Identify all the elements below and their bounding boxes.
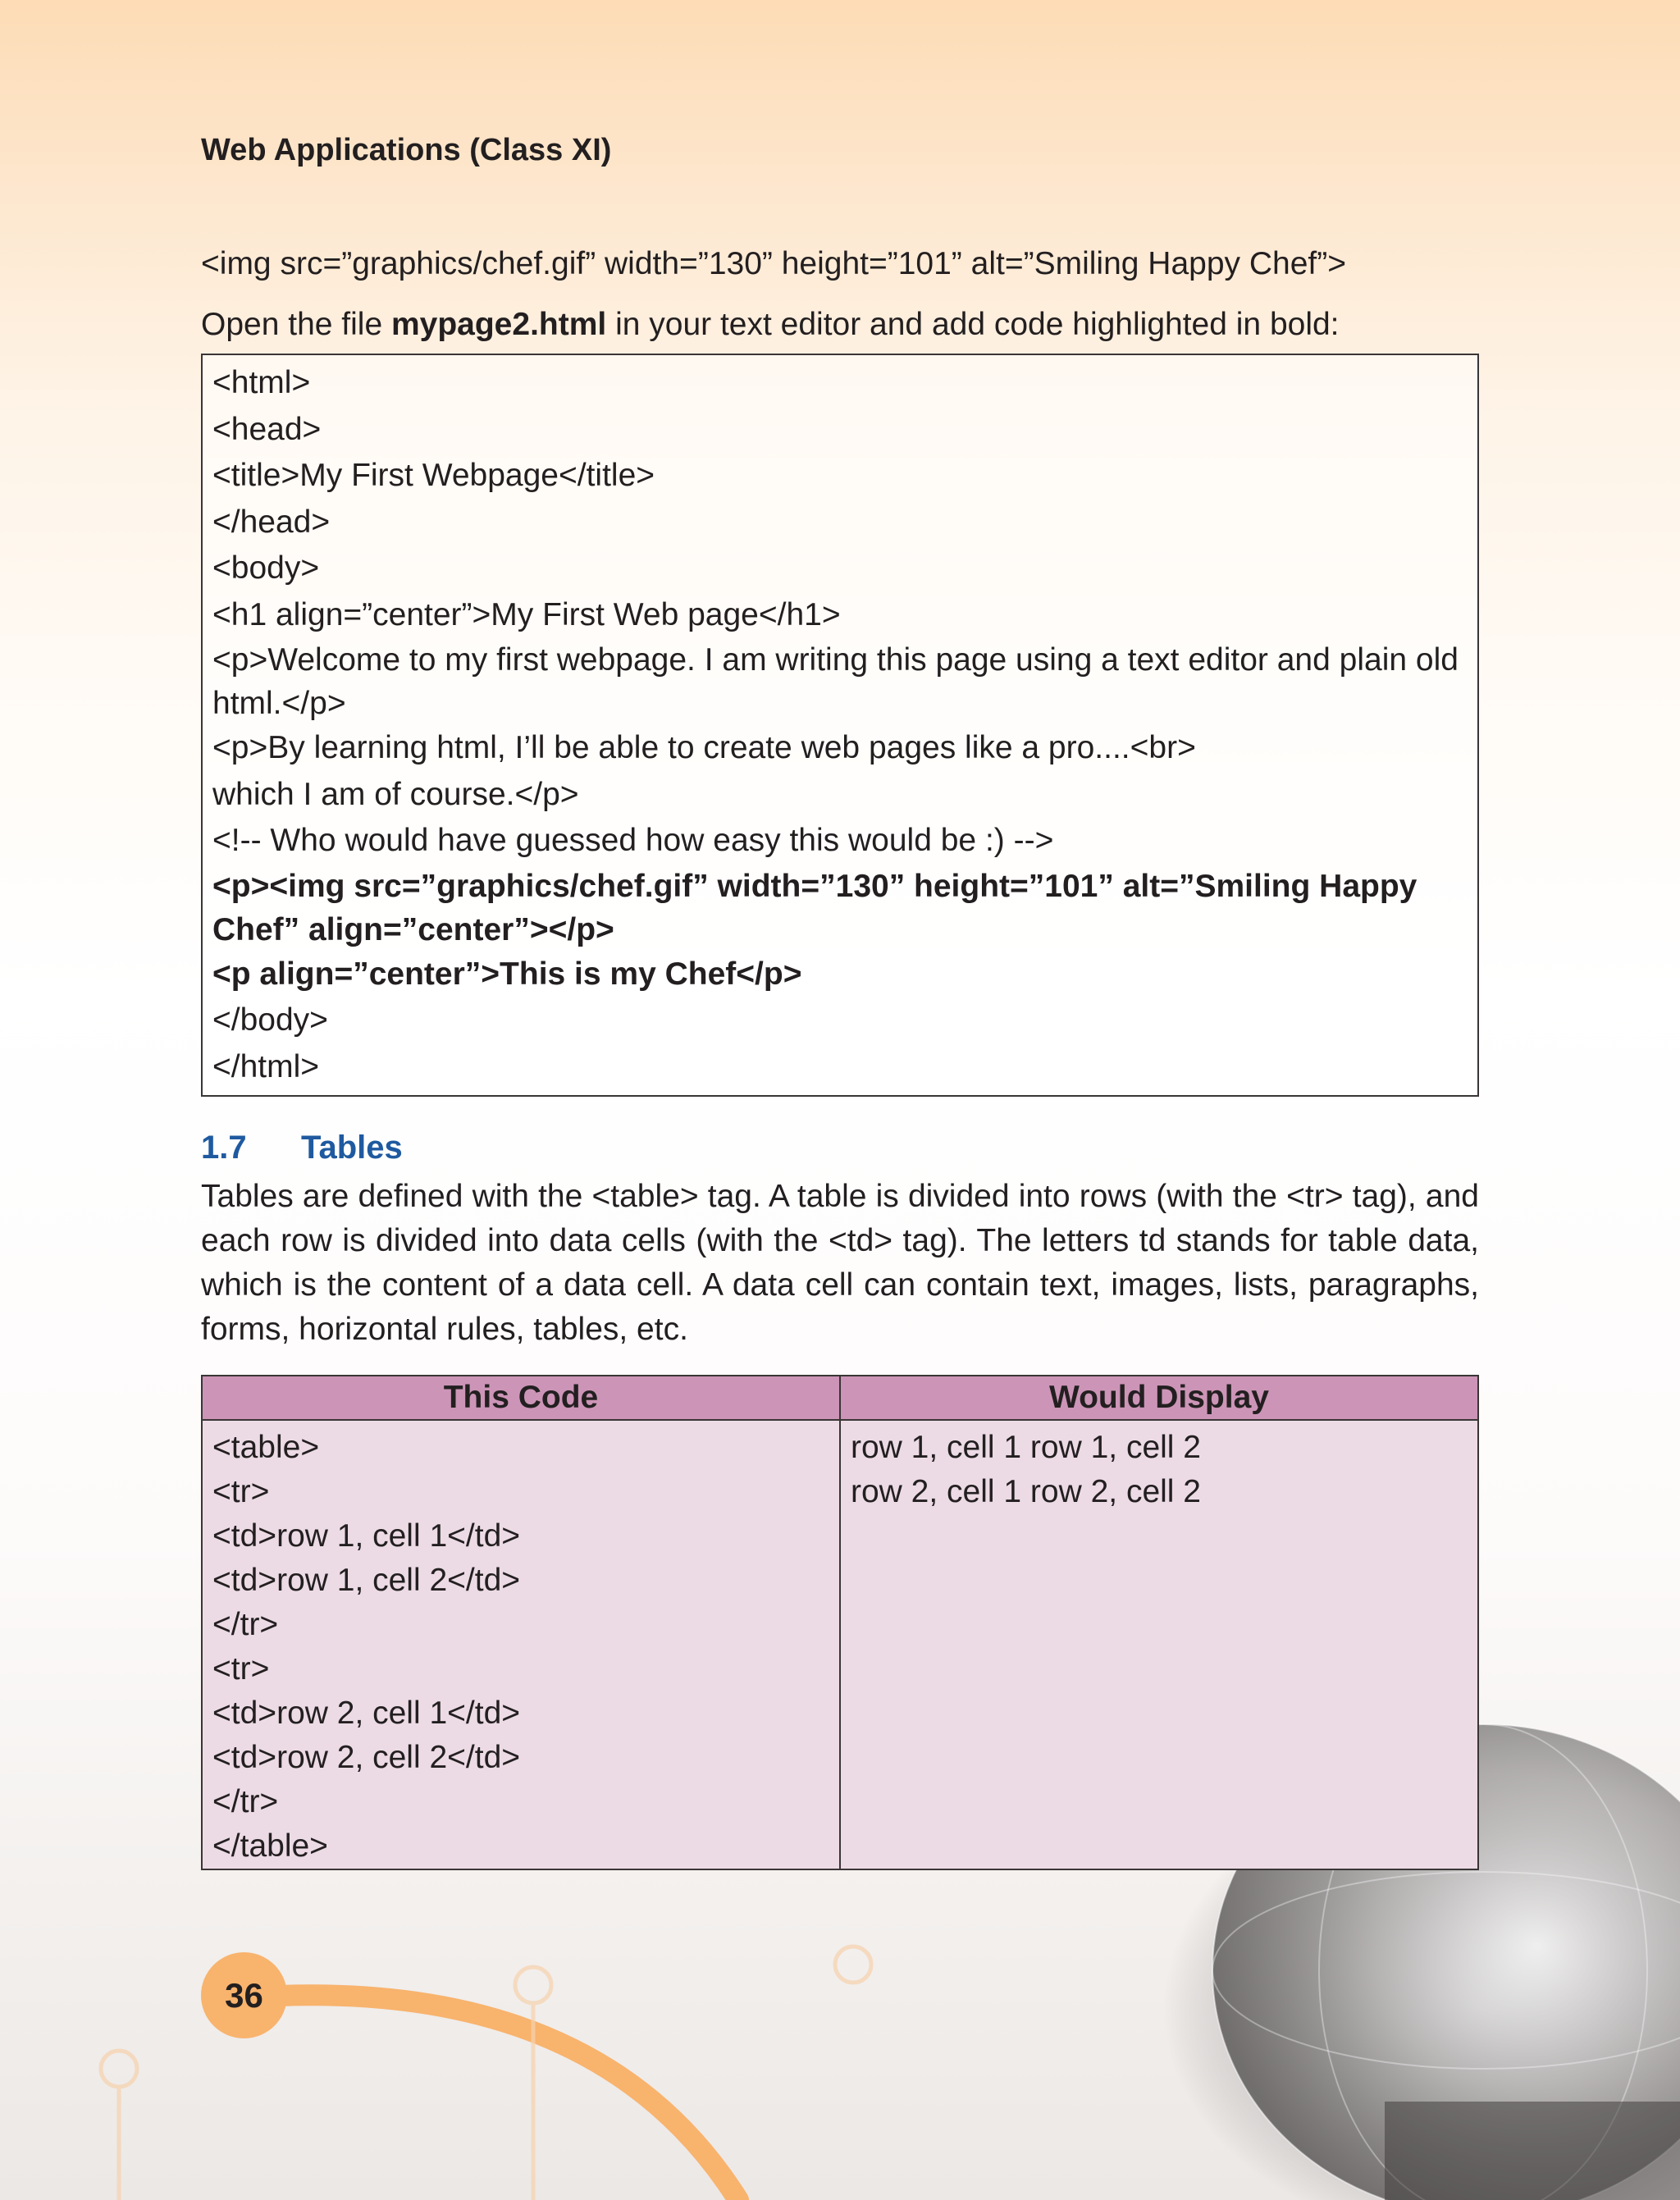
table-display-line: row 2, cell 1 row 2, cell 2 — [851, 1474, 1202, 1509]
code-line-highlighted: <p align=”center”>This is my Chef</p> — [212, 956, 802, 992]
code-line: <h1 align=”center”>My First Web page</h1> — [212, 596, 841, 632]
example-table — [201, 1375, 1479, 1870]
img-tag-example: <img src=”graphics/chef.gif” width=”130” height=”101” alt=”Smiling Happy Chef”> — [201, 246, 1347, 281]
table-code-line: <tr> — [212, 1651, 270, 1687]
table-code-line: </tr> — [212, 1784, 279, 1819]
page-content — [201, 242, 1479, 1870]
table-header-row — [202, 1376, 1478, 1420]
code-line: </body> — [212, 1002, 328, 1038]
code-cell — [202, 1420, 840, 1869]
table-row — [202, 1420, 1478, 1869]
table-header-code: This Code — [202, 1376, 840, 1420]
table-header-display: Would Display — [840, 1376, 1478, 1420]
table-code-line: <td>row 1, cell 1</td> — [212, 1518, 521, 1554]
code-line: </head> — [212, 504, 331, 540]
code-line: <body> — [212, 550, 320, 586]
table-code-line: <td>row 2, cell 2</td> — [212, 1740, 521, 1775]
section-title: Tables — [301, 1130, 403, 1166]
page-number-badge: 36 — [201, 1952, 287, 2038]
section-number: 1.7 — [201, 1130, 247, 1166]
table-code-line: <table> — [212, 1430, 320, 1465]
instruction-filename: mypage2.html — [390, 307, 607, 342]
display-cell — [840, 1420, 1478, 1869]
code-listing-box — [201, 354, 1479, 1097]
instruction-suffix: in your text editor and add code highlighted in bold: — [606, 307, 1340, 342]
code-line: <head> — [212, 411, 322, 447]
code-line: <!-- Who would have guessed how easy this would be :) --> — [212, 823, 1054, 858]
instruction-paragraph — [201, 303, 1479, 347]
code-line: <html> — [212, 365, 311, 400]
table-code-line: </tr> — [212, 1607, 279, 1642]
running-head: Web Applications (Class XI) — [201, 133, 612, 167]
section-body-paragraph: Tables are defined with the <table> tag. A table is divided into rows (with the <tr> tag), and each row is divided into data cells (with the <td> tag). The letters td stands for table data, which is the content of a data cell. A data cell can contain text, images, lists, paragraphs, forms, horizontal rules, tables, etc. — [201, 1179, 1479, 1347]
code-line: <p>Welcome to my first webpage. I am writing this page using a text editor and plain old html.</p> — [212, 642, 1468, 721]
table-display-line: row 1, cell 1 row 1, cell 2 — [851, 1430, 1202, 1465]
orange-swirl-art — [0, 1846, 902, 2200]
code-line-highlighted: <p><img src=”graphics/chef.gif” width=”130” height=”101” alt=”Smiling Happy Chef” align=”center”></p> — [212, 868, 1427, 947]
code-line: <title>My First Webpage</title> — [212, 458, 655, 493]
table-code-line: </table> — [212, 1828, 328, 1864]
section-heading — [201, 1130, 1479, 1166]
instruction-prefix: Open the file — [201, 307, 391, 342]
table-code-line: <td>row 1, cell 2</td> — [212, 1563, 521, 1598]
table-code-line: <tr> — [212, 1474, 270, 1509]
table-code-line: <td>row 2, cell 1</td> — [212, 1696, 521, 1731]
code-line: </html> — [212, 1048, 320, 1084]
code-line: which I am of course.</p> — [212, 776, 579, 812]
code-line: <p>By learning html, I’ll be able to create web pages like a pro....<br> — [212, 730, 1196, 765]
